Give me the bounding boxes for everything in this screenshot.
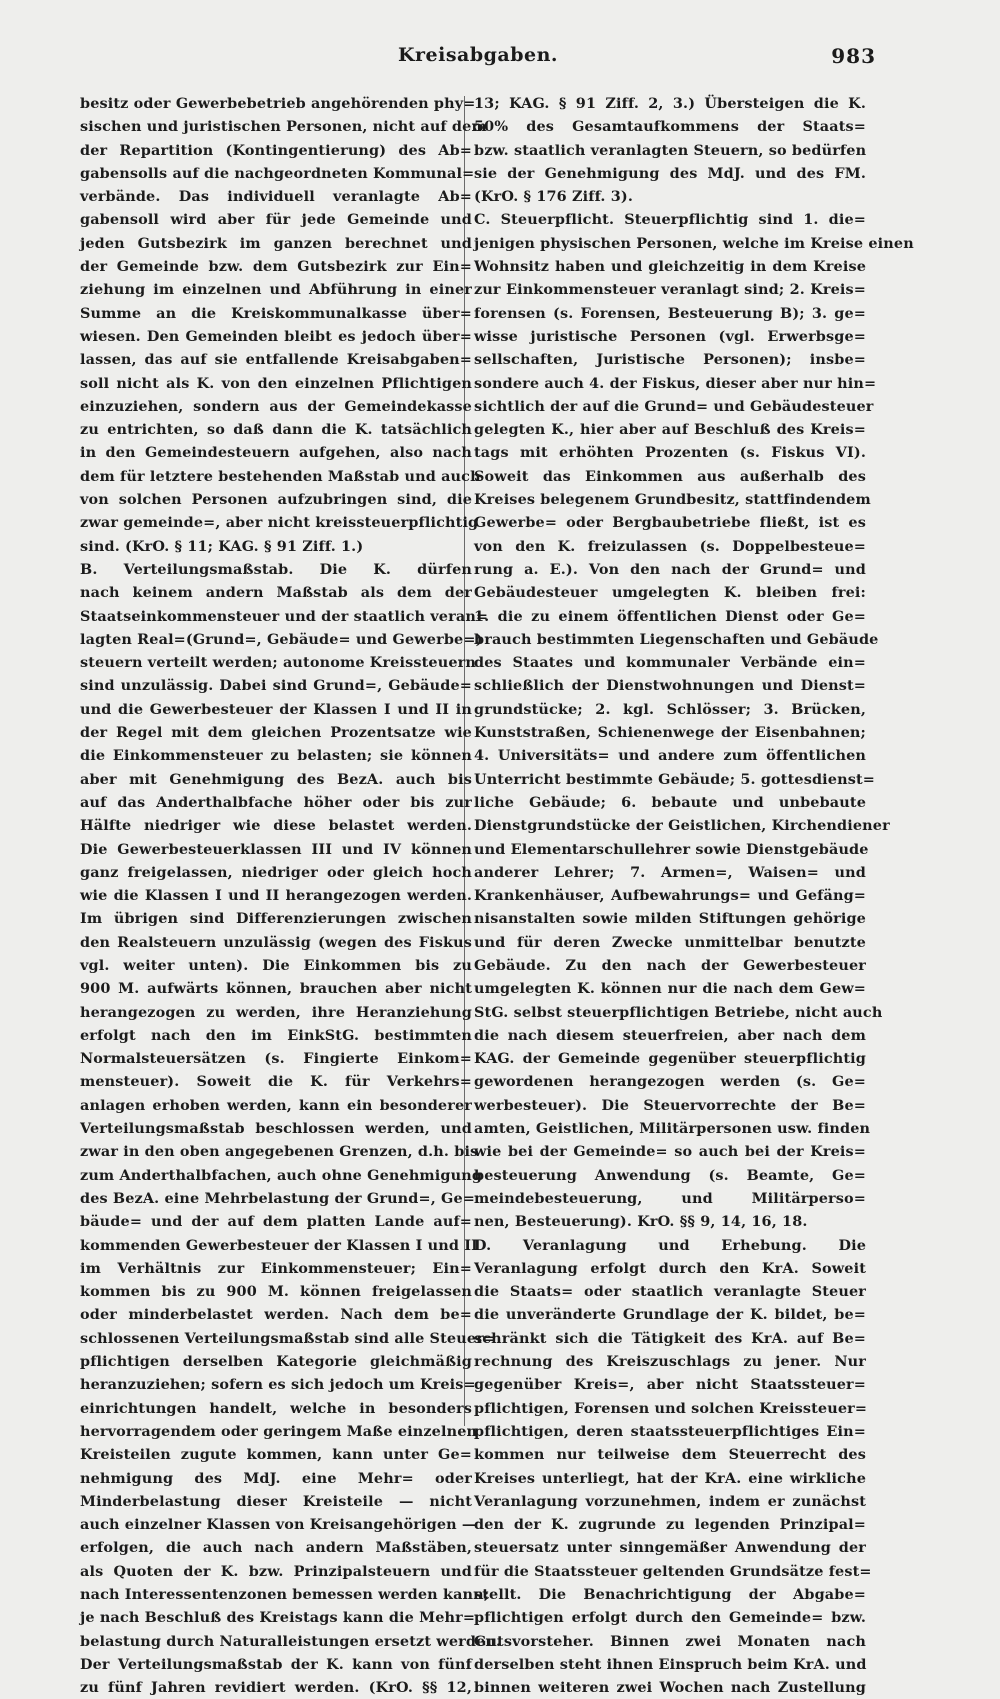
text-line: mensteuer). Soweit die K. für Verkehrs=: [80, 1073, 472, 1091]
text-line: 13; KAG. § 91 Ziff. 2, 3.) Übersteigen die K.: [474, 95, 866, 112]
text-line: nisanstalten sowie milden Stiftungen gehörige: [474, 910, 866, 928]
text-line: sondere auch 4. der Fiskus, dieser aber nur hin=: [474, 374, 877, 392]
text-line: wisse juristische Personen (vgl. Erwerbsge=: [474, 327, 866, 345]
text-line: schließlich der Dienstwohnungen und Dienst=: [474, 677, 866, 695]
text-line: derselben steht ihnen Einspruch beim KrA. und: [474, 1655, 867, 1673]
text-line: Summe an die Kreiskommunalkasse über=: [80, 304, 472, 322]
text-line: jeden Gutsbezirk im ganzen berechnet und: [80, 234, 472, 252]
text-line: in den Gemeindesteuern aufgehen, also nach: [80, 444, 472, 462]
text-line: die unveränderte Grundlage der K. bildet, be=: [474, 1306, 866, 1324]
text-line: Normalsteuersätzen (s. Fingierte Einkom=: [80, 1050, 472, 1068]
text-line: die Staats= oder staatlich veranlagte Steuer: [474, 1283, 866, 1301]
text-line: auf das Anderthalbfache höher oder bis zur: [80, 793, 472, 811]
text-line: Wohnsitz haben und gleichzeitig in dem Kreise: [474, 258, 866, 276]
text-line: und Elementarschullehrer sowie Dienstgebäude: [474, 840, 869, 858]
text-line: Kreisteilen zugute kommen, kann unter Ge=: [80, 1446, 472, 1464]
text-line: sellschaften, Juristische Personen); insbe=: [474, 351, 866, 369]
text-line: Gewerbe= oder Bergbaubetriebe fließt, ist es: [474, 514, 866, 532]
text-line: erfolgt nach den im EinkStG. bestimmten: [80, 1026, 472, 1044]
text-line: wiesen. Den Gemeinden bleibt es jedoch über=: [80, 327, 472, 345]
text-line: nen, Besteuerung). KrO. §§ 9, 14, 16, 18.: [474, 1213, 808, 1231]
text-line: auch einzelner Klassen von Kreisangehörigen —: [80, 1516, 477, 1534]
text-line: steuern verteilt werden; autonome Kreissteuern: [80, 654, 476, 672]
text-line: je nach Beschluß des Kreistags kann die Mehr=: [80, 1609, 476, 1627]
text-line: Staatseinkommensteuer und der staatlich veran=: [80, 607, 489, 625]
text-line: gewordenen herangezogen werden (s. Ge=: [474, 1073, 866, 1091]
text-line: C. Steuerpflicht. Steuerpflichtig sind 1. die=: [474, 211, 866, 229]
text-line: zum Anderthalbfachen, auch ohne Genehmigung: [80, 1166, 483, 1184]
text-line: Unterricht bestimmte Gebäude; 5. gottesdienst=: [474, 770, 875, 788]
text-line: Soweit das Einkommen aus außerhalb des: [474, 467, 866, 485]
text-line: Der Verteilungsmaßstab der K. kann von fünf: [80, 1655, 472, 1673]
text-line: lagten Real=(Grund=, Gebäude= und Gewerbe=): [80, 630, 483, 648]
text-line: pflichtigen derselben Kategorie gleichmäßig: [80, 1353, 472, 1371]
text-line: jenigen physischen Personen, welche im Kreise einen: [474, 234, 914, 252]
right-text-column: [474, 92, 914, 1699]
text-line: Kunststraßen, Schienenwege der Eisenbahnen;: [474, 724, 866, 742]
text-line: Verteilungsmaßstab beschlossen werden, und: [80, 1120, 472, 1138]
text-line: tags mit erhöhten Prozenten (s. Fiskus VI).: [474, 444, 866, 462]
text-line: und die Gewerbesteuer der Klassen I und II in: [80, 700, 472, 718]
text-line: der Repartition (Kontingentierung) des Ab=: [80, 141, 472, 159]
text-line: stellt. Die Benachrichtigung der Abgabe=: [474, 1586, 866, 1603]
text-line: 4. Universitäts= und andere zum öffentlichen: [474, 747, 866, 765]
text-line: erfolgen, die auch nach andern Maßstäben,: [80, 1539, 472, 1557]
text-line: der Regel mit dem gleichen Prozentsatze wie: [80, 724, 472, 742]
text-line: sischen und juristischen Personen, nicht auf dem: [80, 118, 487, 136]
page-title: Kreisabgaben.: [397, 44, 559, 66]
text-line: den der K. zugrunde zu legenden Prinzipal=: [474, 1516, 866, 1534]
text-line: pflichtigen, Forensen und solchen Kreissteuer=: [474, 1399, 868, 1417]
text-line: als Quoten der K. bzw. Prinzipalsteuern und: [80, 1562, 472, 1580]
text-line: Hälfte niedriger wie diese belastet werden.: [80, 817, 472, 835]
text-line: sind. (KrO. § 11; KAG. § 91 Ziff. 1.): [80, 537, 364, 555]
text-line: des BezA. eine Mehrbelastung der Grund=, Ge=: [80, 1189, 475, 1207]
text-line: schlossenen Verteilungsmaßstab sind alle Steuer=: [80, 1329, 497, 1347]
text-line: des Staates und kommunaler Verbände ein=: [474, 654, 866, 672]
text-line: Kreises unterliegt, hat der KrA. eine wirkliche: [474, 1469, 866, 1487]
text-line: lassen, das auf sie entfallende Kreisabgaben=: [80, 351, 472, 369]
text-line: 1. die zu einem öffentlichen Dienst oder Ge=: [474, 607, 866, 625]
text-line: rung a. E.). Von den nach der Grund= und: [474, 560, 866, 578]
text-line: heranzuziehen; sofern es sich jedoch um Kreis=: [80, 1376, 476, 1394]
text-line: anderer Lehrer; 7. Armen=, Waisen= und: [474, 863, 866, 881]
text-line: werbesteuer). Die Steuervorrechte der Be=: [474, 1096, 866, 1114]
text-line: grundstücke; 2. kgl. Schlösser; 3. Brücken,: [474, 700, 866, 718]
text-line: schränkt sich die Tätigkeit des KrA. auf Be=: [474, 1329, 866, 1347]
text-line: kommen bis zu 900 M. können freigelassen: [80, 1283, 472, 1301]
text-line: pflichtigen erfolgt durch den Gemeinde= bzw.: [474, 1609, 866, 1627]
text-line: 50% des Gesamtaufkommens der Staats=: [474, 118, 866, 136]
text-line: Die Gewerbesteuerklassen III und IV können: [80, 840, 472, 858]
text-line: belastung durch Naturalleistungen ersetzt werden.: [80, 1632, 502, 1650]
text-line: oder minderbelastet werden. Nach dem be=: [80, 1306, 472, 1324]
text-line: anlagen erhoben werden, kann ein besonderer: [80, 1096, 472, 1114]
text-line: bäude= und der auf dem platten Lande auf=: [80, 1213, 472, 1231]
text-line: Veranlagung erfolgt durch den KrA. Soweit: [474, 1259, 866, 1277]
text-line: rechnung des Kreiszuschlags zu jener. Nur: [474, 1353, 866, 1371]
text-line: meindebesteuerung, und Militärperso=: [474, 1189, 866, 1207]
text-line: nach Interessentenzonen bemessen werden kann;: [80, 1586, 490, 1603]
text-line: Gebäudesteuer umgelegten K. bleiben frei:: [474, 584, 866, 602]
text-line: gelegten K., hier aber auf Beschluß des Kreis=: [474, 421, 866, 439]
text-line: KAG. der Gemeinde gegenüber steuerpflichtig: [474, 1050, 866, 1068]
text-line: und für deren Zwecke unmittelbar benutzte: [474, 933, 866, 951]
text-line: (KrO. § 176 Ziff. 3).: [474, 188, 634, 206]
text-line: soll nicht als K. von den einzelnen Pflichtigen: [80, 374, 472, 392]
text-line: forensen (s. Forensen, Besteuerung B); 3. ge=: [474, 304, 866, 322]
text-line: liche Gebäude; 6. bebaute und unbebaute: [474, 793, 866, 811]
text-line: Im übrigen sind Differenzierungen zwischen: [80, 910, 472, 928]
text-line: die Einkommensteuer zu belasten; sie können: [80, 747, 472, 765]
text-line: wie bei der Gemeinde= so auch bei der Kreis=: [474, 1143, 866, 1161]
running-head: [80, 44, 876, 80]
text-line: kommenden Gewerbesteuer der Klassen I und II: [80, 1236, 478, 1254]
text-line: wie die Klassen I und II herangezogen werden.: [80, 887, 472, 905]
text-line: zu fünf Jahren revidiert werden. (KrO. §§ 12,: [80, 1679, 472, 1697]
text-line: zwar in den oben angegebenen Grenzen, d.h. bis: [80, 1143, 479, 1161]
text-line: im Verhältnis zur Einkommensteuer; Ein=: [80, 1259, 472, 1277]
text-line: D. Veranlagung und Erhebung. Die: [474, 1236, 866, 1254]
text-line: kommen nur teilweise dem Steuerrecht des: [474, 1446, 866, 1464]
text-line: nehmigung des MdJ. eine Mehr= oder: [80, 1469, 472, 1487]
text-line: von den K. freizulassen (s. Doppelbesteue=: [474, 537, 866, 555]
text-line: B. Verteilungsmaßstab. Die K. dürfen: [80, 560, 472, 578]
text-line: besteuerung Anwendung (s. Beamte, Ge=: [474, 1166, 866, 1184]
text-line: zur Einkommensteuer veranlagt sind; 2. Kreis=: [474, 281, 866, 299]
text-line: Krankenhäuser, Aufbewahrungs= und Gefäng=: [474, 887, 866, 905]
text-line: Gebäude. Zu den nach der Gewerbesteuer: [474, 956, 866, 974]
text-line: gabensoll wird aber für jede Gemeinde und: [80, 211, 472, 229]
text-line: herangezogen zu werden, ihre Heranziehung: [80, 1003, 472, 1021]
text-line: dem für letztere bestehenden Maßstab und auch: [80, 467, 481, 485]
text-line: vgl. weiter unten). Die Einkommen bis zu: [80, 956, 472, 974]
page-number: 983: [831, 44, 876, 68]
text-line: amten, Geistlichen, Militärpersonen usw. finden: [474, 1120, 871, 1138]
text-line: ganz freigelassen, niedriger oder gleich hoch: [80, 863, 472, 881]
text-line: hervorragendem oder geringem Maße einzelnen: [80, 1422, 478, 1440]
text-line: Minderbelastung dieser Kreisteile — nicht: [80, 1492, 472, 1510]
text-line: brauch bestimmten Liegenschaften und Gebäude: [474, 630, 879, 648]
text-line: binnen weiteren zwei Wochen nach Zustellung: [474, 1679, 866, 1697]
text-line: den Realsteuern unzulässig (wegen des Fiskus: [80, 933, 472, 951]
text-line: der Gemeinde bzw. dem Gutsbezirk zur Ein=: [80, 258, 472, 276]
text-line: zwar gemeinde=, aber nicht kreissteuerpflichtig: [80, 514, 479, 532]
left-text-column: [80, 92, 502, 1699]
text-line: steuersatz unter sinngemäßer Anwendung der: [474, 1539, 866, 1557]
text-line: zu entrichten, so daß dann die K. tatsächlich: [80, 421, 472, 439]
text-line: Kreises belegenem Grundbesitz, stattfindendem: [474, 491, 871, 509]
text-line: einzuziehen, sondern aus der Gemeindekasse: [80, 397, 472, 415]
text-line: Dienstgrundstücke der Geistlichen, Kirchendiener: [474, 817, 890, 835]
text-line: besitz oder Gewerbebetrieb angehörenden phy=: [80, 95, 476, 112]
text-line: die nach diesem steuerfreien, aber nach dem: [474, 1026, 866, 1044]
text-line: sichtlich der auf die Grund= und Gebäudesteuer: [474, 397, 874, 415]
text-line: einrichtungen handelt, welche in besonders: [80, 1399, 472, 1417]
text-line: Gutsvorsteher. Binnen zwei Monaten nach: [474, 1632, 866, 1650]
text-line: aber mit Genehmigung des BezA. auch bis: [80, 770, 472, 788]
text-line: sind unzulässig. Dabei sind Grund=, Gebäude=: [80, 677, 472, 695]
text-line: gabensolls auf die nachgeordneten Kommunal=: [80, 164, 475, 182]
text-line: Veranlagung vorzunehmen, indem er zunächst: [474, 1492, 866, 1510]
text-line: für die Staatssteuer geltenden Grundsätze fest=: [474, 1562, 872, 1580]
text-line: pflichtigen, deren staatssteuerpflichtiges Ein=: [474, 1422, 866, 1440]
text-line: ziehung im einzelnen und Abführung in einer: [80, 281, 472, 299]
text-line: sie der Genehmigung des MdJ. und des FM.: [474, 164, 866, 182]
text-line: nach keinem andern Maßstab als dem der: [80, 584, 472, 602]
text-line: StG. selbst steuerpflichtigen Betriebe, nicht auch: [474, 1003, 883, 1021]
text-line: von solchen Personen aufzubringen sind, die: [80, 491, 472, 509]
text-line: verbände. Das individuell veranlagte Ab=: [80, 188, 472, 206]
text-line: umgelegten K. können nur die nach dem Gew=: [474, 980, 866, 998]
text-line: 900 M. aufwärts können, brauchen aber nicht: [80, 980, 472, 998]
text-line: gegenüber Kreis=, aber nicht Staatssteuer=: [474, 1376, 866, 1394]
text-line: bzw. staatlich veranlagten Steuern, so bedürfen: [474, 141, 867, 159]
